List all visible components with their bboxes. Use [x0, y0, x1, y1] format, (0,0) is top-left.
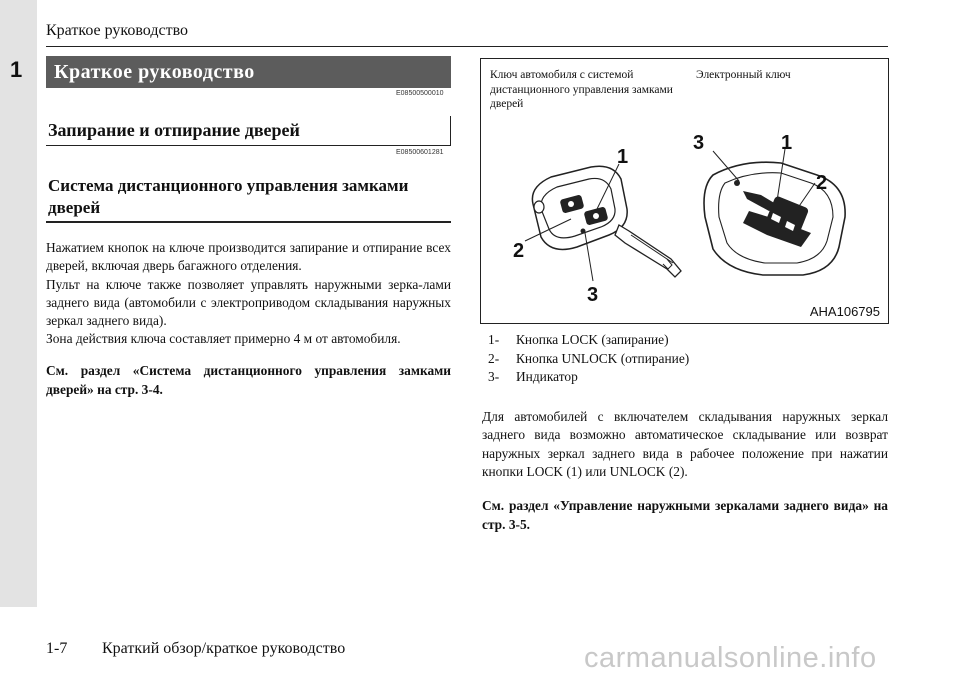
legend-item — [488, 331, 868, 349]
figure-image-code: AHA106795 — [809, 304, 880, 319]
heading-rule — [46, 221, 451, 223]
callout-right-1: 1 — [781, 132, 793, 154]
remote-key-drawing — [532, 166, 681, 277]
legend-item — [488, 368, 868, 386]
key-illustration — [481, 59, 888, 323]
callout-right-3: 3 — [693, 132, 705, 154]
running-header: Краткое руководство — [46, 22, 189, 39]
figure-legend — [488, 331, 868, 387]
chapter-number: 1 — [10, 57, 23, 82]
header-rule — [46, 46, 888, 47]
banner-code: E08500500010 — [396, 90, 444, 97]
legend-item — [488, 350, 868, 368]
chapter-side-strip — [0, 0, 37, 607]
legend-number: 1- — [488, 332, 500, 347]
callout-left-3: 3 — [587, 284, 599, 306]
callout-left-1: 1 — [617, 146, 629, 168]
body-paragraph: Нажатием кнопок на ключе производится запирание и отпирание всех дверей, включая дверь багажного отделения. — [46, 240, 451, 274]
section-banner: Краткое руководство — [46, 56, 451, 88]
callout-left-2: 2 — [513, 240, 525, 262]
legend-text: Кнопка UNLOCK (отпирание) — [516, 350, 690, 366]
legend-number: 3- — [488, 369, 500, 384]
figure-caption-electronic-key: Электронный ключ — [696, 69, 791, 81]
body-paragraph: Пульт на ключе также позволяет управлять наружными зерка-лами заднего вида (автомобили с электроприводом складывания наружных зеркал заднего вида). — [46, 276, 451, 329]
heading-remote-system: Система дистанционного управления замками дверей — [48, 176, 409, 217]
legend-text: Индикатор — [516, 369, 578, 384]
body-paragraph: Зона действия ключа составляет примерно 4 м от автомобиля. — [46, 331, 401, 347]
watermark: carmanualsonline.info — [584, 642, 877, 674]
footer-page-number: 1-7 — [46, 640, 68, 657]
legend-text: Кнопка LOCK (запирание) — [516, 332, 669, 347]
callout-right-2: 2 — [816, 172, 828, 194]
heading-code: E08500601281 — [396, 149, 444, 156]
figure-caption-remote-key: Ключ автомобиля с системой дистанционного управления замками дверей — [490, 69, 673, 110]
key-figure — [480, 58, 889, 324]
legend-number: 2- — [488, 350, 500, 366]
right-body-text: Для автомобилей с включателем складывания наружных зеркал заднего вида возможно автоматическое складывание или возврат наружных зеркал заднего вида в рабочее положение при нажатии кнопки LOCK (1) или UNLOCK (2). — [482, 409, 888, 479]
right-reference: См. раздел «Управление наружными зеркалами заднего вида» на стр. 3-5. — [482, 498, 888, 532]
left-body-text — [46, 239, 451, 349]
heading-doors-locking: Запирание и отпирание дверей — [46, 116, 451, 146]
footer-chapter-title: Краткий обзор/краткое руководство — [102, 640, 346, 657]
left-reference: См. раздел «Система дистанционного управления замками дверей» на стр. 3-4. — [46, 363, 451, 397]
